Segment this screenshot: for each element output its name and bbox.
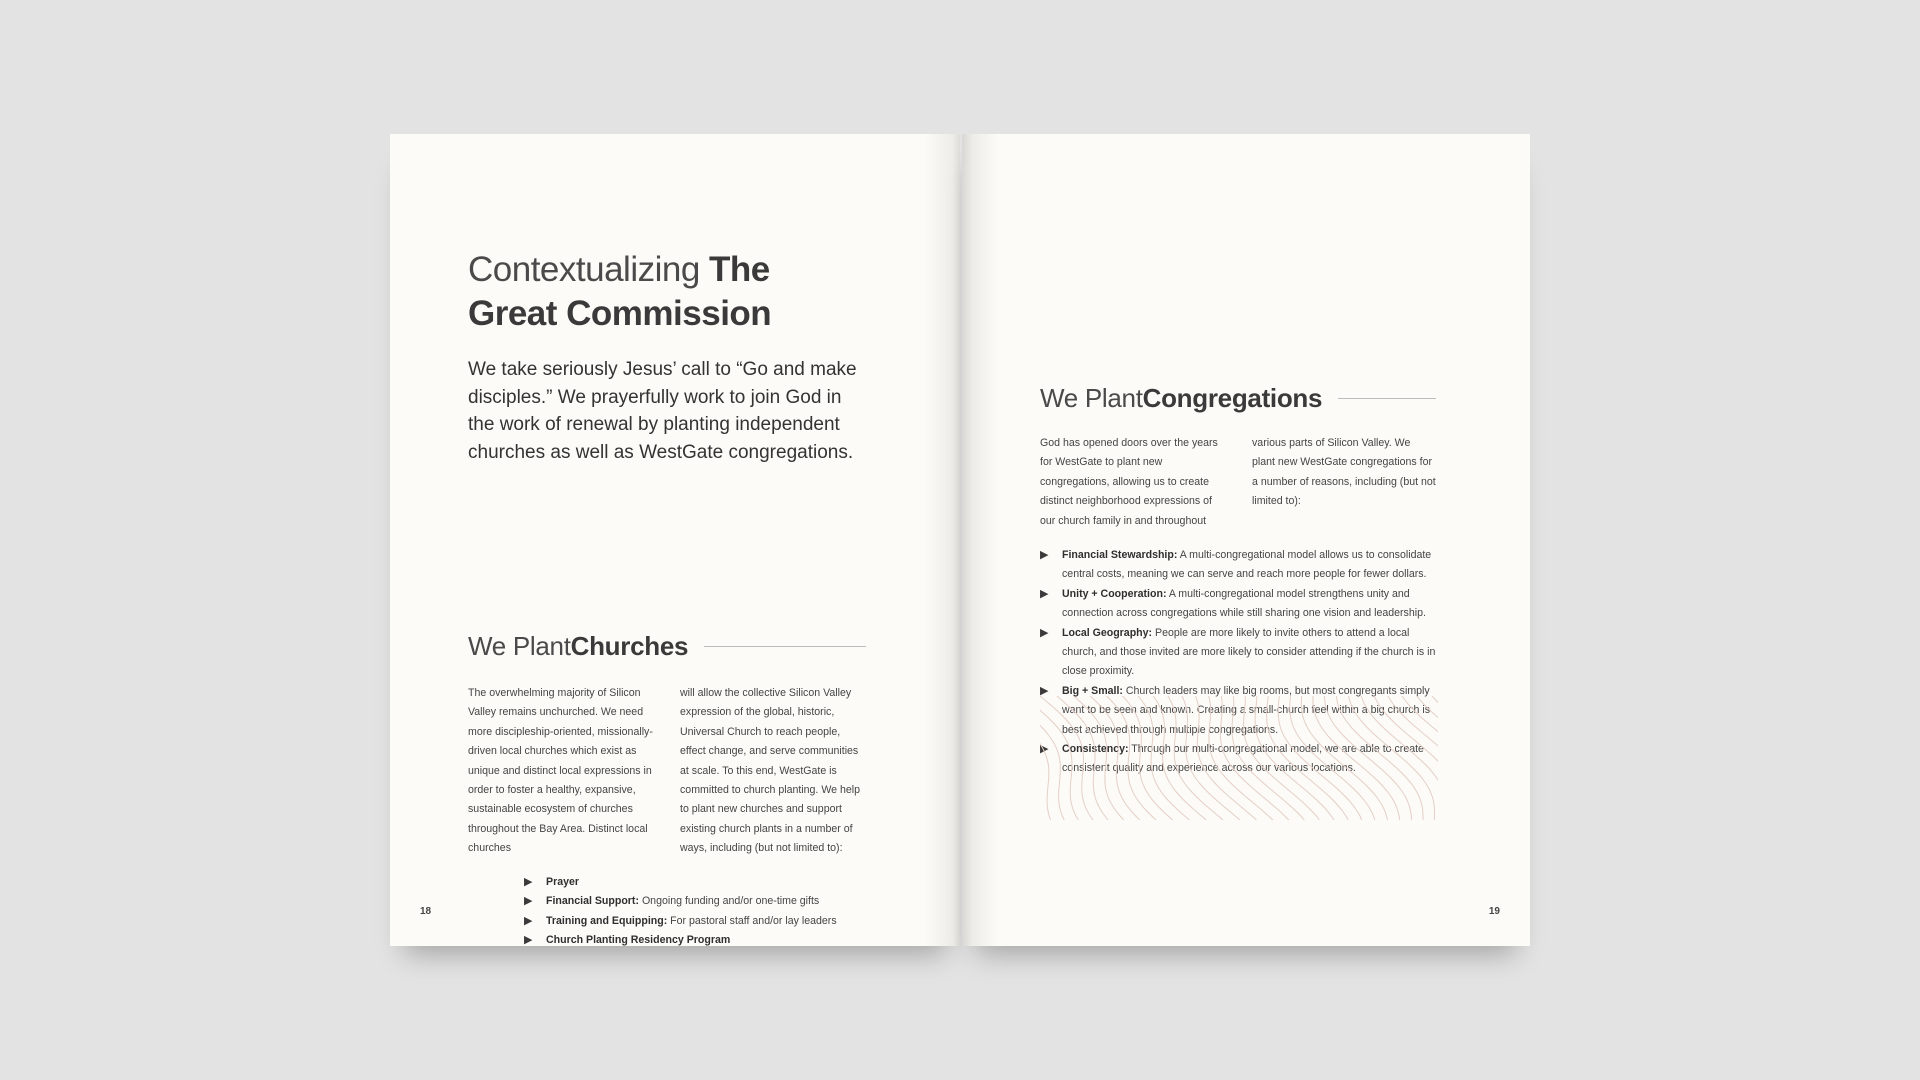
gutter-shadow-right [962,134,998,946]
page-number-left: 18 [420,906,432,917]
bullet-arrow-icon: ▶ [1040,684,1049,697]
title-bold-1: The [709,250,770,289]
wave-line [1301,696,1387,820]
list-item [524,912,884,931]
body-columns [468,684,866,859]
list-item-bold: Training and Equipping: [546,914,668,927]
bullet-arrow-icon: ▶ [1040,587,1049,600]
list-item-bold: Unity + Cooperation: [1062,587,1167,600]
body-column-2: various parts of Silicon Valley. We plant new WestGate congregations for a number of reasons, including (but not limited to): [1252,437,1436,508]
section-rule [1338,398,1436,399]
bullet-arrow-icon: ▶ [524,895,533,908]
list-item-text: A multi-congregational model strengthens unity and connection across congregations while still sharing one vision and leadership. [1062,587,1426,620]
bullet-arrow-icon: ▶ [524,876,533,888]
wave-line [1278,696,1362,820]
list-item-bold: Church Planting Residency Program [546,934,731,947]
wave-line [1057,696,1108,820]
list-item-text: A multi-congregational model allows us to consolidate central costs, meaning we can serve and reach more people for fewer dollars. [1062,549,1432,581]
wave-line [1168,696,1223,820]
wave-line [1349,696,1435,820]
body-column-2: will allow the collective Silicon Valley expression of the global, historic, Universal Church to reach people, effect change, and serve communities at scale. To this end, WestGate is committed to church planting. We help to plant new churches and support existing church plants in a number of ways, including (but not limited to): [680,687,860,855]
list-item-bold: Consistency: [1062,743,1129,756]
list-item-bold: Local Geography: [1062,626,1153,639]
section-thin: We Plant [1040,383,1143,413]
bullet-arrow-icon: ▶ [524,914,533,927]
list-item-bold: Prayer [546,876,579,888]
list-item-bold: Financial Support: [546,895,639,908]
list-item [1040,546,1436,585]
wave-line [1040,696,1093,820]
wave-line [1153,696,1206,820]
section-bold: Congregations [1142,383,1323,413]
wave-line [1325,696,1412,820]
list-item-bold: Big + Small: [1062,684,1123,697]
wave-line [1107,696,1156,820]
wave-line [1090,696,1140,820]
page-number-right: 19 [1488,906,1500,917]
body-column-1: God has opened doors over the years for WestGate to plant new congregations, allowing us to create distinct neighborhood expressions of our church family in and throughout [1040,437,1218,527]
list-item-text: People are more likely to invite others to attend a local church, and those invited are more likely to consider attending if the church is in close proximity. [1062,626,1436,678]
wave-line [1123,696,1173,820]
title-bold-2: Great Commission [468,294,772,333]
wave-line [1074,696,1124,820]
wave-line [1267,696,1349,820]
book-spread [390,134,1530,946]
gutter-shadow-left [924,134,960,946]
list-item [1040,585,1436,624]
body-columns [1040,434,1436,531]
bullet-arrow-icon: ▶ [524,934,533,947]
list-item-text: Ongoing funding and/or one-time gifts [639,895,820,908]
bullet-arrow-icon: ▶ [1040,743,1049,756]
section-bold: Churches [570,631,689,661]
bullet-arrow-icon: ▶ [1040,549,1049,561]
list-item-text: Church leaders may like big rooms, but most congregants simply want to be seen and known. Creating a small-church feel within a big church is best achieved through multiple congregations. [1062,684,1431,736]
list-item [524,892,884,911]
list-item-bold: Financial Stewardship: [1062,549,1178,561]
section-rule [704,646,866,647]
list-item [524,873,884,892]
left-page [390,134,960,946]
right-page [962,134,1530,946]
wave-line [1374,696,1438,820]
title-thin: Contextualizing [468,250,710,289]
wave-line [1388,696,1438,820]
page-title [468,248,888,336]
section-thin: We Plant [468,631,571,661]
section-heading-congregations [1040,382,1436,414]
bullet-arrow-icon: ▶ [1040,626,1049,639]
wave-line [1361,696,1438,820]
list-item-text: For pastoral staff and/or lay leaders [667,914,837,927]
section-heading-churches [468,630,866,662]
intro-paragraph: We take seriously Jesus’ call to “Go and make disciples.” We prayerfully work to join God in the work of renewal by planting independent churches as well as WestGate congregations. [468,359,857,463]
list-item [524,931,884,950]
wave-line [1138,696,1189,820]
list-item [1040,624,1436,682]
body-column-1: The overwhelming majority of Silicon Valley remains unchurched. We need more discipleship-oriented, missionally-driven local churches which exist as unique and distinct local expressions in order to foster a healthy, expansive, sustainable ecosystem of churches throughout the Bay Area. Distinct local churches [468,687,653,855]
decorative-wave-pattern [1040,696,1438,820]
list-item-text: Through our multi-congregational model, we are able to create consistent quality and experience across our various locations. [1062,743,1424,775]
support-list [524,873,884,951]
